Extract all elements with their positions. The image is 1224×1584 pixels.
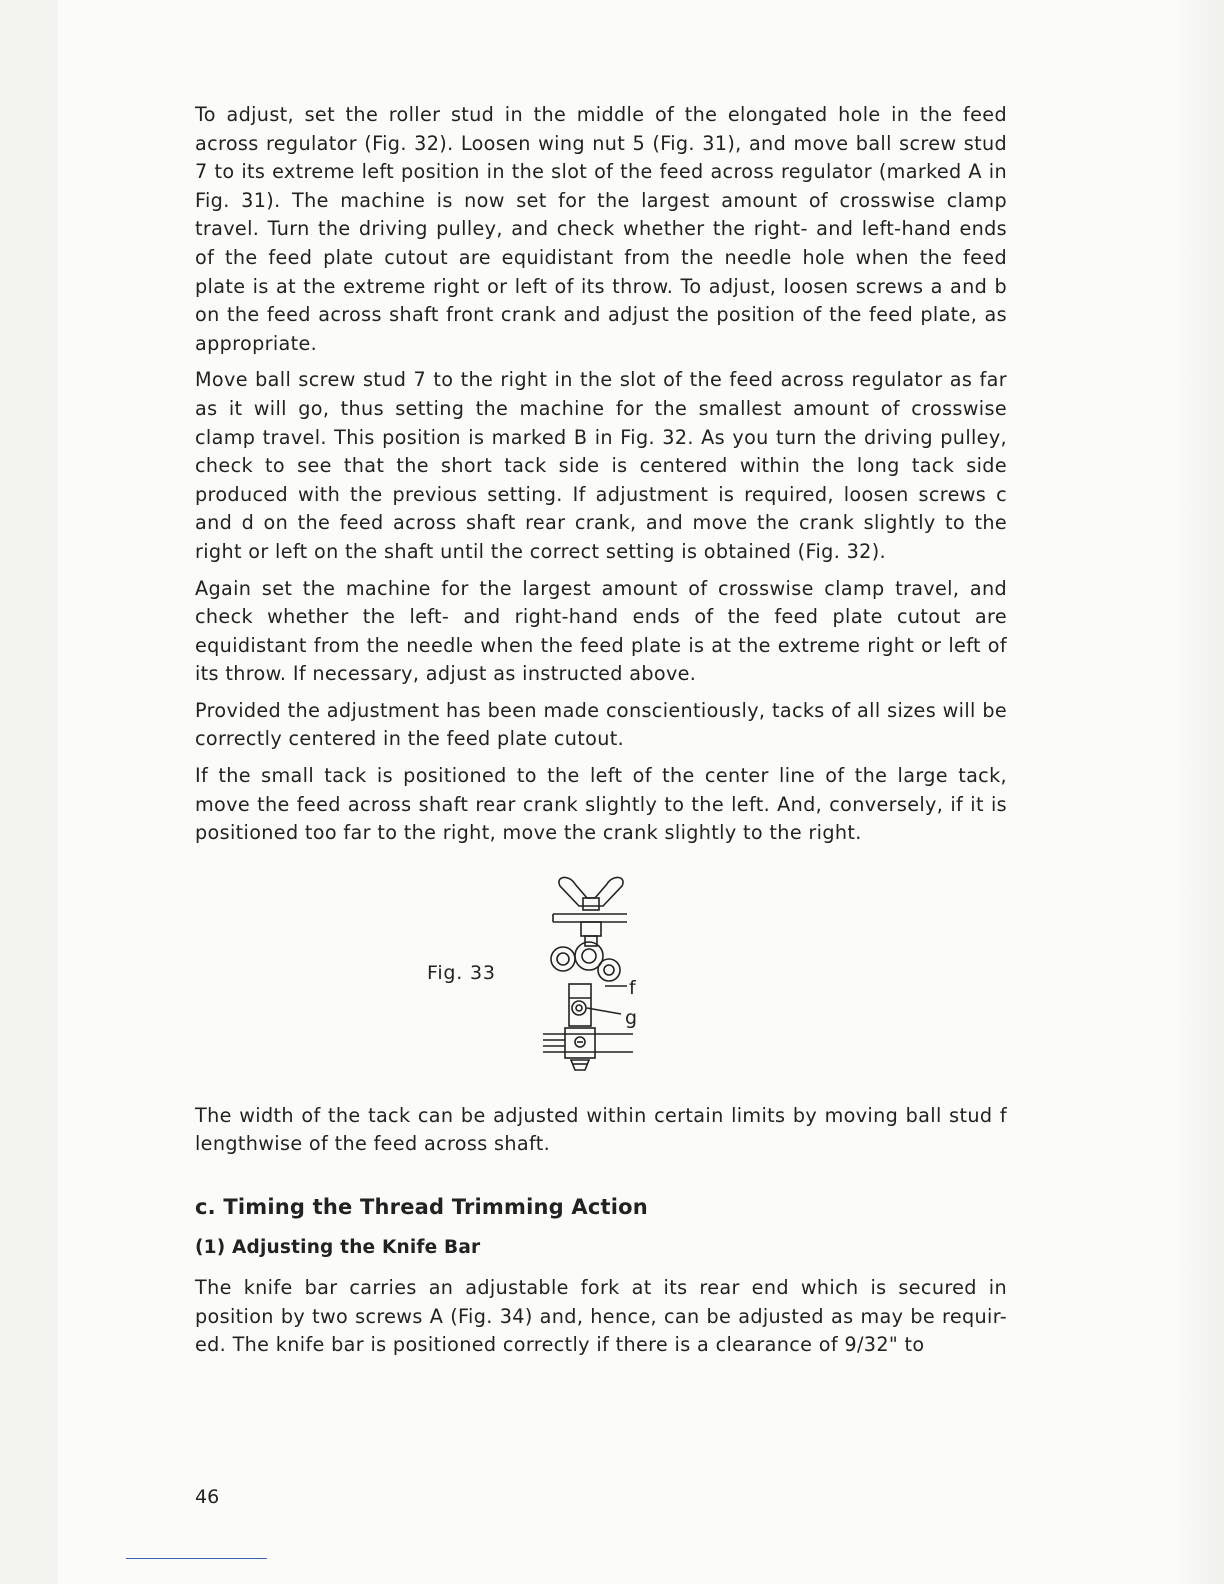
figure-33 bbox=[195, 866, 1007, 1096]
wing-nut-shape bbox=[559, 877, 623, 906]
ball-stud-assembly-drawing bbox=[535, 874, 655, 1074]
right-margin-shade bbox=[1174, 0, 1224, 1584]
paragraph-1: To adjust, set the roller stud in the middle of the elongated hole in the feed across regulator (Fig. 32). Loosen wing nut 5 (Fig. 31), and move ball screw stud 7 to its extreme left position in the slot of the feed across regulator (marked A in Fig. 31). The machine is now set for the largest amount of crosswise clamp travel. Turn the driving pulley, and check whether the right- and left-hand ends of the feed plate cutout are equidistant from the needle hole when the feed plate is at the extreme right or left of its throw. To adjust, loosen screws a and b on the feed across shaft front crank and adjust the position of the feed plate, as appropriate. bbox=[195, 103, 1007, 355]
paragraph-5: If the small tack is positioned to the left of the center line of the large tack, move the feed across shaft rear crank slightly to the left. And, conversely, if it is positioned too far to the right, move the crank slightly to the right. bbox=[195, 764, 1007, 845]
section-heading: c. Timing the Thread Trimming Action bbox=[195, 1195, 648, 1220]
paragraph-2: Move ball screw stud 7 to the right in the slot of the feed across regulator as far as it will go, thus setting the machine for the smallest amount of crosswise clamp travel. This position is marked B in Fig. 32. As you turn the driving pulley, check to see that the short tack side is centered within the long tack side produced with the previous setting. If adjustment is required, loosen screws c and d on the feed across shaft rear crank, and move the crank slightly to the right or left on the shaft until the correct setting is obtained (Fig. 32). bbox=[195, 368, 1007, 563]
paragraph-6: The width of the tack can be adjusted within certain limits by moving ball stud f lengthwise of the feed across shaft. bbox=[195, 1103, 1007, 1156]
paragraph-7: The knife bar carries an adjustable fork at its rear end which is secured in position by two screws A (Fig. 34) and, hence, can be adjusted as may be requir-ed. The knife bar is positioned correctly if there is a clearance of 9/32" to bbox=[195, 1276, 1007, 1357]
section-subheading: (1) Adjusting the Knife Bar bbox=[195, 1237, 481, 1259]
left-margin-shade bbox=[0, 0, 58, 1584]
footer-rule bbox=[126, 1558, 267, 1559]
paragraph-3: Again set the machine for the largest amount of crosswise clamp travel, and check whether the left- and right-hand ends of the feed plate cutout are equidistant from the needle when the feed plate is at the extreme right or left of its throw. If necessary, adjust as instructed above. bbox=[195, 576, 1007, 686]
page-number: 46 bbox=[195, 1486, 220, 1508]
paragraph-4: Provided the adjustment has been made conscientiously, tacks of all sizes will be correctly centered in the feed plate cutout. bbox=[195, 698, 1007, 751]
figure-label: Fig. 33 bbox=[427, 961, 496, 984]
callout-f: f bbox=[629, 976, 636, 999]
callout-g: g bbox=[625, 1006, 638, 1029]
page-content bbox=[195, 101, 1007, 1368]
